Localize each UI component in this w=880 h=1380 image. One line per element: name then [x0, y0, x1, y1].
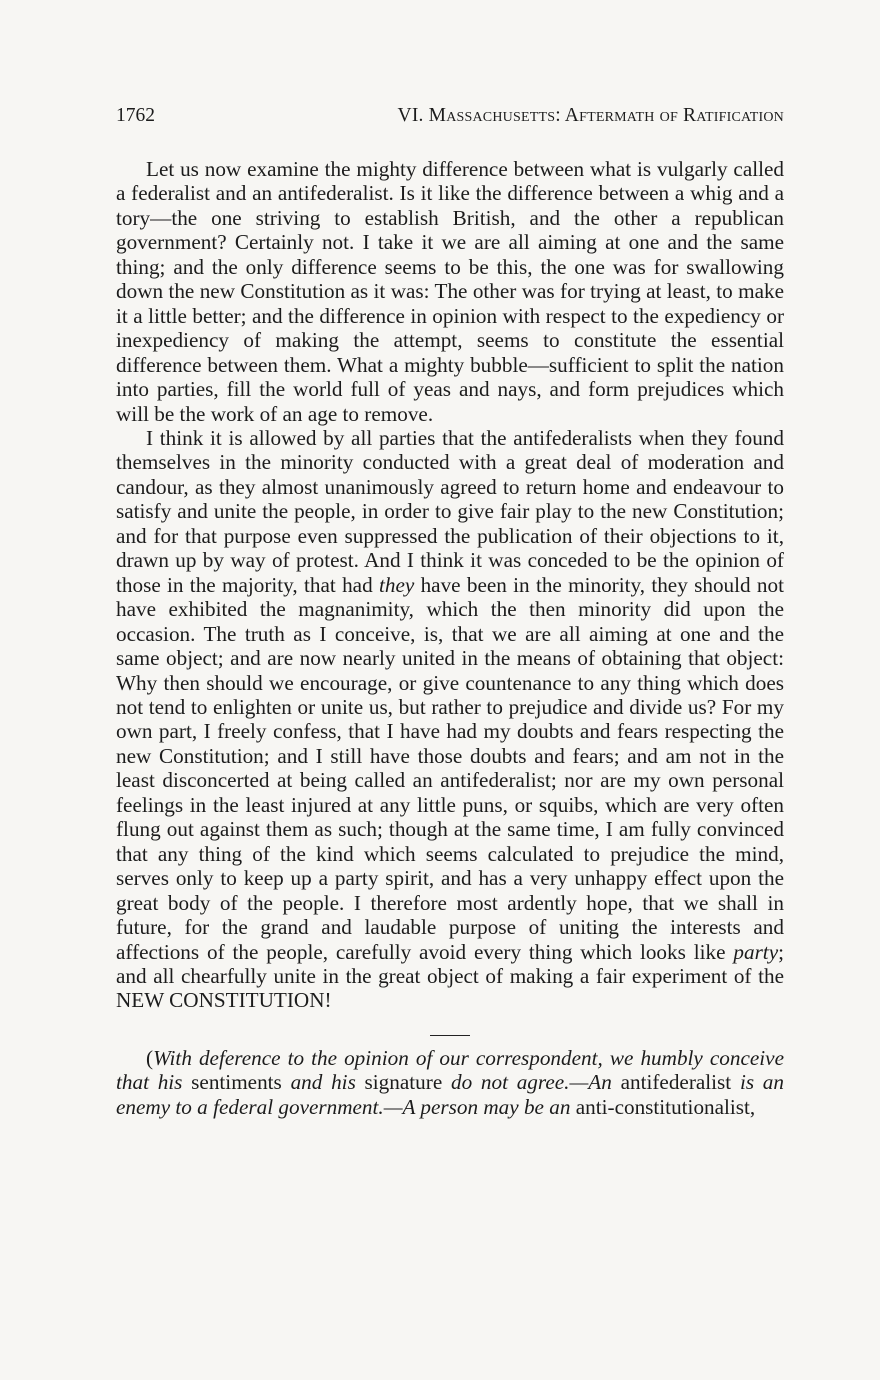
text-run: antifederalist	[611, 1070, 740, 1095]
editor-note	[116, 1046, 784, 1119]
running-title: VI. Massachusetts: Aftermath of Ratification	[397, 105, 784, 126]
text-run: have been in the minority, they should not have exhibited the magnanimity, which the then minority did upon the occasion. The truth as I conceive, is, that we are all aiming at one and the same object; and are now nearly united in the means of obtaining that object: Why then should we encourage, or give countenance to any thing which does not tend to enlighten or unite us, but rather to prejudice and divide us? For my own part, I freely confess, that I have had my doubts and fears respecting the new Constitution; and I still have those doubts and fears; and am not in the least disconcerted at being called an antifederalist; nor are my own personal feelings in the least injured at any little puns, or squibs, which are very often flung out against them as such; though at the same time, I am fully convinced that any thing of the kind which seems calculated to prejudice the mind, serves only to keep up a party spirit, and has a very unhappy effect upon the great body of the people. I therefore most ardently hope, that we shall in future, for the grand and laudable purpose of uniting the interests and affections of the people, carefully avoid every thing which looks like	[116, 572, 784, 964]
italic-text-run: is an enemy to a federal government.—A person may be an	[116, 1070, 784, 1119]
italic-text-run: and his	[290, 1070, 356, 1095]
italic-text-run: do not agree.—An	[450, 1070, 612, 1095]
italic-text-run: With deference to the opinion of our correspondent, we humbly conceive that his	[116, 1045, 784, 1095]
body-text	[116, 157, 784, 1119]
page-number: 1762	[116, 105, 155, 126]
paragraph-1	[116, 157, 784, 426]
page-header	[116, 105, 784, 127]
text-run: Let us now examine the mighty difference between what is vulgarly called a federalist and an antifederalist. Is it like the difference between a whig and a tory—the one striving to establish British, and the other a republican government? Certainly not. I take it we are all aiming at one and the same thing; and the only difference seems to be this, the one was for swallowing down the new Constitution as it was: The other was for trying at least, to make it a little better; and the difference in opinion with respect to the expediency or inexpediency of making the attempt, seems to constitute the essential difference between them. What a mighty bubble—sufficient to split the nation into parties, fill the world full of yeas and nays, and form prejudices which will be the work of an age to remove.	[116, 157, 784, 426]
italic-text-run: they	[378, 572, 415, 597]
section-divider	[430, 1035, 470, 1036]
text-run: ; and all chearfully unite in the great object of making a fair experiment of the NEW CONSTITUTION!	[116, 939, 784, 1013]
italic-text-run: party	[733, 939, 779, 964]
text-run: anti-constitutionalist,	[570, 1094, 756, 1119]
paragraph-2	[116, 426, 784, 1013]
text-run: (	[146, 1045, 154, 1070]
text-run: I think it is allowed by all parties that the antifederalists when they found themselves in the minority conducted with a great deal of moderation and candour, as they almost unanimously agreed to return home and endeavour to satisfy and unite the people, in order to give fair play to the new Constitution; and for that purpose even suppressed the publication of their objections to it, drawn up by way of protest. And I think it was conceded to be the opinion of those in the majority, that had	[116, 425, 784, 597]
text-run: signature	[355, 1070, 451, 1095]
text-run: sentiments	[182, 1070, 291, 1095]
